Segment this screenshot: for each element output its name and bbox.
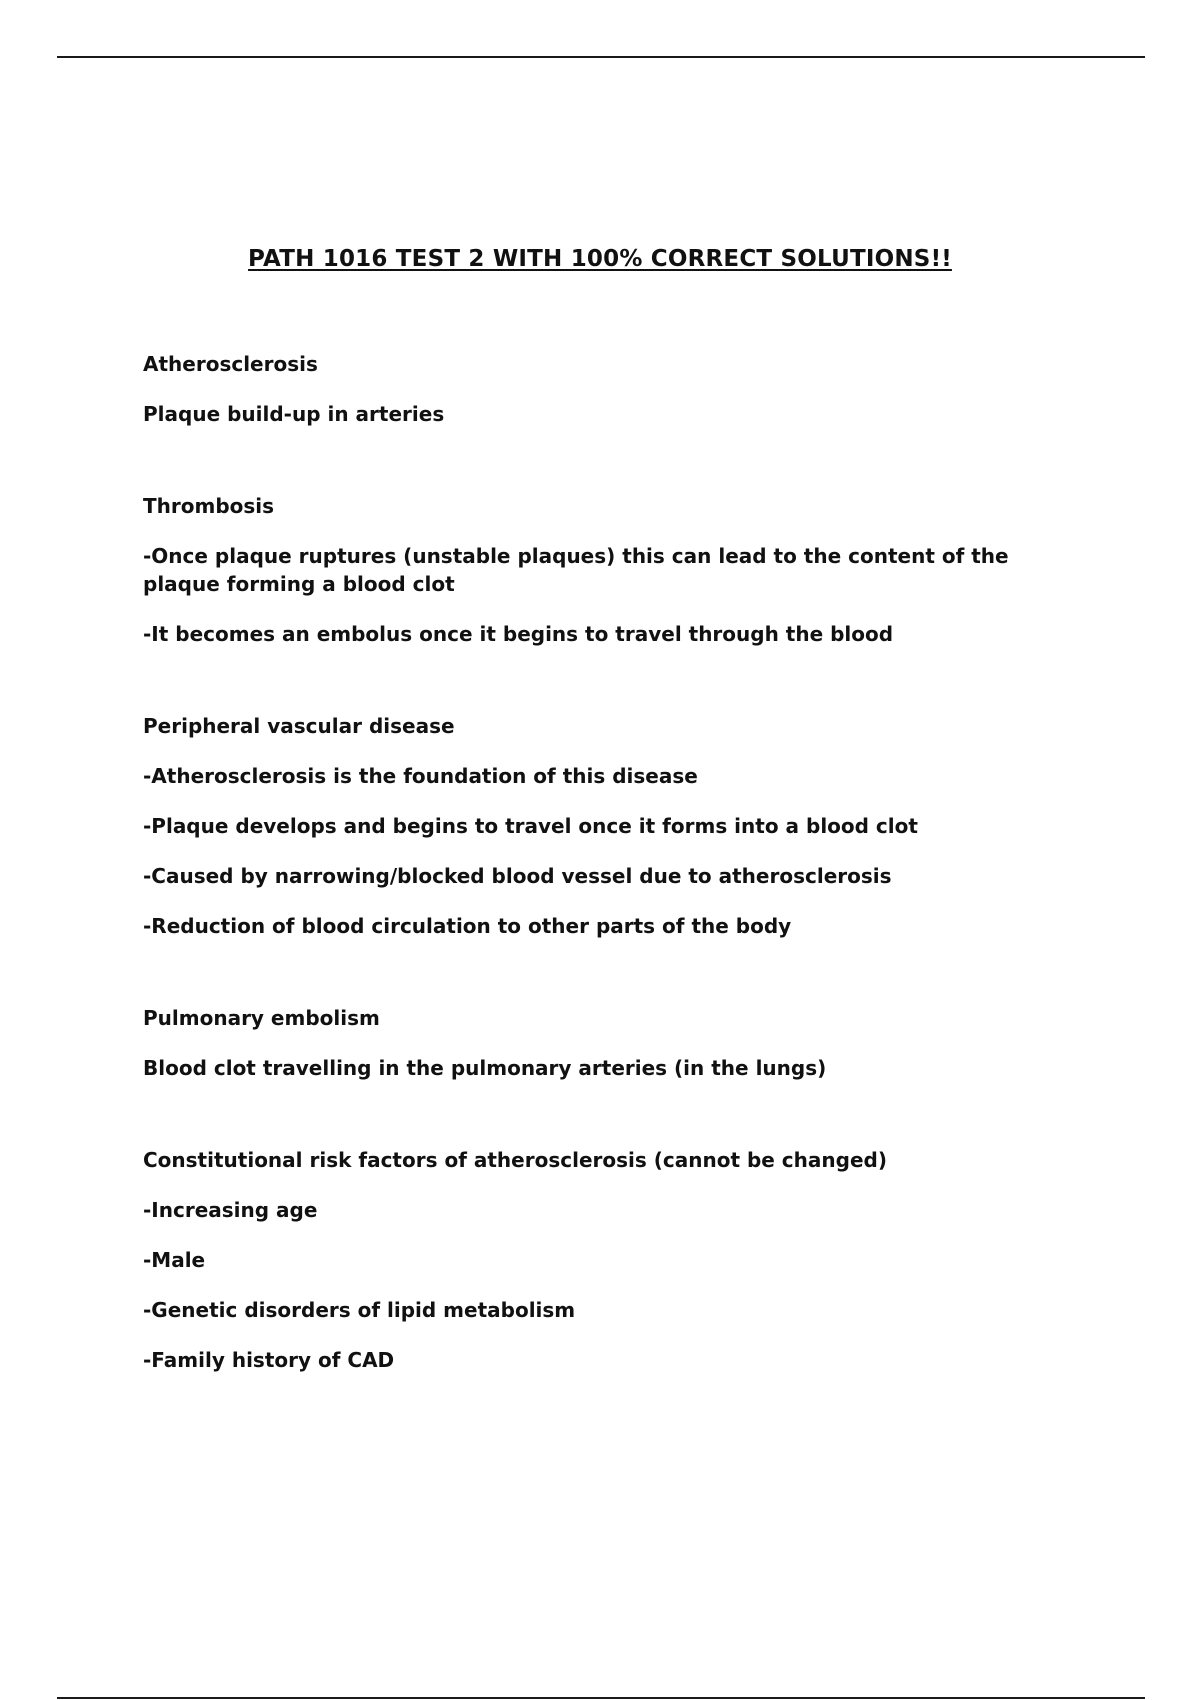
section-thrombosis <box>143 492 1073 648</box>
section-line: -Once plaque ruptures (unstable plaques) this can lead to the content of the plaque forming a blood clot <box>143 544 1009 596</box>
document-title: PATH 1016 TEST 2 WITH 100% CORRECT SOLUTIONS!! <box>248 246 952 272</box>
document-body <box>143 350 1073 1438</box>
section-term: Thrombosis <box>143 494 275 518</box>
section-line: -Genetic disorders of lipid metabolism <box>143 1298 576 1322</box>
section-line: -Increasing age <box>143 1198 318 1222</box>
bottom-divider <box>57 1697 1145 1699</box>
section-term: Atherosclerosis <box>143 352 318 376</box>
section-line: -Atherosclerosis is the foundation of this disease <box>143 764 698 788</box>
section-line: -Reduction of blood circulation to other parts of the body <box>143 914 792 938</box>
section-term: Peripheral vascular disease <box>143 714 455 738</box>
section-atherosclerosis <box>143 350 1073 428</box>
section-line: -Plaque develops and begins to travel once it forms into a blood clot <box>143 814 918 838</box>
section-line: Blood clot travelling in the pulmonary arteries (in the lungs) <box>143 1056 827 1080</box>
section-constitutional-risk-factors <box>143 1146 1073 1374</box>
section-pulmonary-embolism <box>143 1004 1073 1082</box>
section-line: -It becomes an embolus once it begins to travel through the blood <box>143 622 894 646</box>
section-line: -Family history of CAD <box>143 1348 395 1372</box>
section-line: Plaque build-up in arteries <box>143 402 445 426</box>
section-term: Constitutional risk factors of atherosclerosis (cannot be changed) <box>143 1148 887 1172</box>
section-peripheral-vascular-disease <box>143 712 1073 940</box>
section-term: Pulmonary embolism <box>143 1006 380 1030</box>
section-line: -Caused by narrowing/blocked blood vessel due to atherosclerosis <box>143 864 892 888</box>
top-divider <box>57 56 1145 58</box>
section-line: -Male <box>143 1248 206 1272</box>
